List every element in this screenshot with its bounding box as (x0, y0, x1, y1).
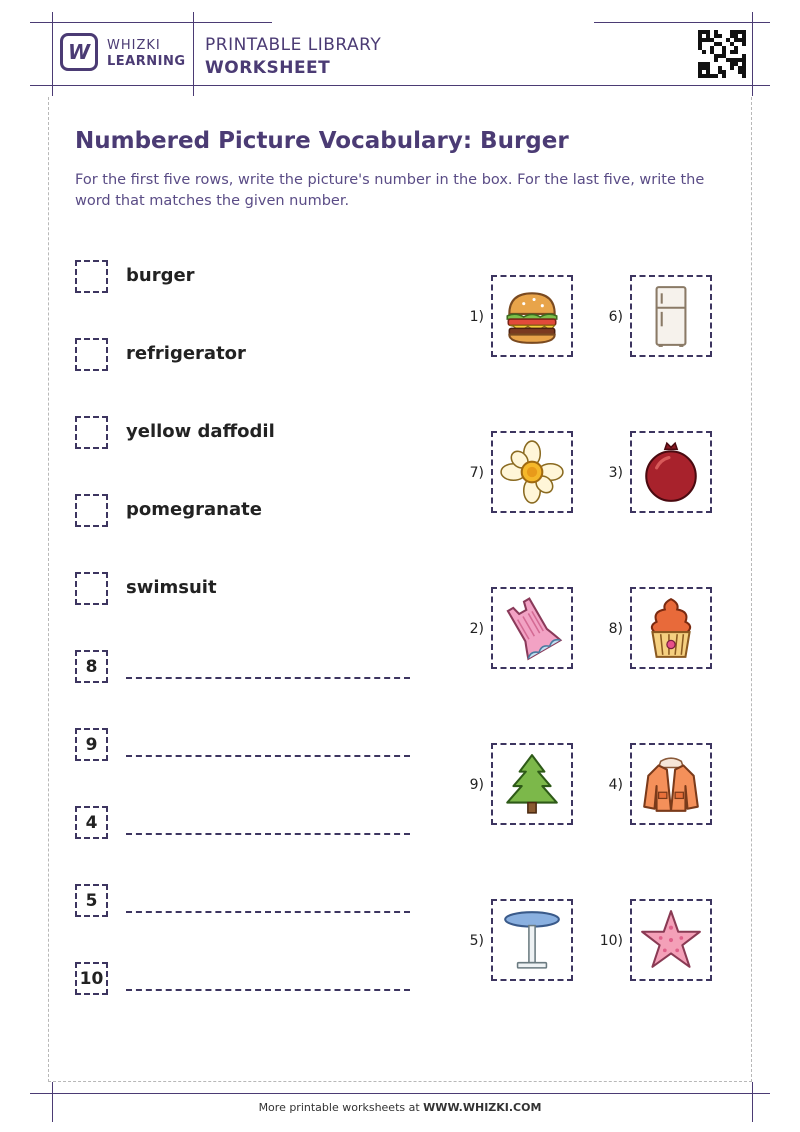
refrigerator-icon (638, 283, 704, 349)
page-title: Numbered Picture Vocabulary: Burger (75, 128, 569, 154)
picture-number: 8) (608, 621, 623, 637)
answer-box[interactable] (75, 494, 108, 527)
burger-icon (499, 283, 565, 349)
header-rule-left (52, 12, 53, 96)
daffodil-icon (499, 439, 565, 505)
picture-number: 9) (469, 777, 484, 793)
vocab-word: burger (126, 265, 195, 286)
header-rule-right (752, 12, 753, 96)
number-box: 8 (75, 650, 108, 683)
picture-card (630, 275, 712, 357)
answer-line[interactable] (126, 677, 410, 679)
qr-module (742, 74, 746, 78)
header-rule-top-right (594, 22, 770, 23)
pomegranate-icon (638, 439, 704, 505)
footer (0, 1101, 800, 1114)
answer-box[interactable] (75, 416, 108, 449)
picture-number: 5) (469, 933, 484, 949)
number-box: 9 (75, 728, 108, 761)
vocab-word: refrigerator (126, 343, 246, 364)
answer-line[interactable] (126, 911, 410, 913)
swimsuit-icon (499, 595, 565, 661)
footer-text: More printable worksheets at (258, 1101, 420, 1114)
footer-link[interactable]: WWW.WHIZKI.COM (423, 1101, 542, 1114)
brand-name-top: WHIZKI (107, 38, 161, 53)
number-box: 4 (75, 806, 108, 839)
qr-code-icon (698, 30, 746, 78)
number-box: 10 (75, 962, 108, 995)
logo-letter: W (67, 40, 91, 64)
header-divider (193, 12, 194, 96)
answer-box[interactable] (75, 572, 108, 605)
starfish-icon (638, 907, 704, 973)
header-rule-bottom (30, 85, 770, 86)
vocab-word: swimsuit (126, 577, 217, 598)
picture-card (491, 431, 573, 513)
picture-card (491, 275, 573, 357)
picture-number: 6) (608, 309, 623, 325)
picture-number: 7) (469, 465, 484, 481)
picture-card (491, 899, 573, 981)
instructions: For the first five rows, write the picture's number in the box. For the last five, write the word that matches the given number. (75, 172, 705, 209)
picture-card (630, 743, 712, 825)
picture-number: 1) (469, 309, 484, 325)
worksheet-label: WORKSHEET (205, 58, 331, 78)
whizki-logo-icon (60, 33, 98, 71)
brand-name-bottom: LEARNING (107, 54, 186, 69)
vocab-word: yellow daffodil (126, 421, 275, 442)
picture-number: 4) (608, 777, 623, 793)
picture-number: 10) (599, 933, 623, 949)
picture-card (630, 431, 712, 513)
picture-number: 2) (469, 621, 484, 637)
picture-card (630, 899, 712, 981)
picture-number: 3) (608, 465, 623, 481)
answer-line[interactable] (126, 755, 410, 757)
answer-box[interactable] (75, 338, 108, 371)
answer-box[interactable] (75, 260, 108, 293)
answer-line[interactable] (126, 989, 410, 991)
jacket-icon (638, 751, 704, 817)
pine-tree-icon (499, 751, 565, 817)
picture-card (491, 743, 573, 825)
vocab-word: pomegranate (126, 499, 262, 520)
cupcake-icon (638, 595, 704, 661)
footer-rule (30, 1093, 770, 1094)
picture-card (491, 587, 573, 669)
header-rule-top-left (30, 22, 272, 23)
side-table-icon (499, 907, 565, 973)
answer-line[interactable] (126, 833, 410, 835)
picture-card (630, 587, 712, 669)
number-box: 5 (75, 884, 108, 917)
library-label: PRINTABLE LIBRARY (205, 35, 382, 55)
